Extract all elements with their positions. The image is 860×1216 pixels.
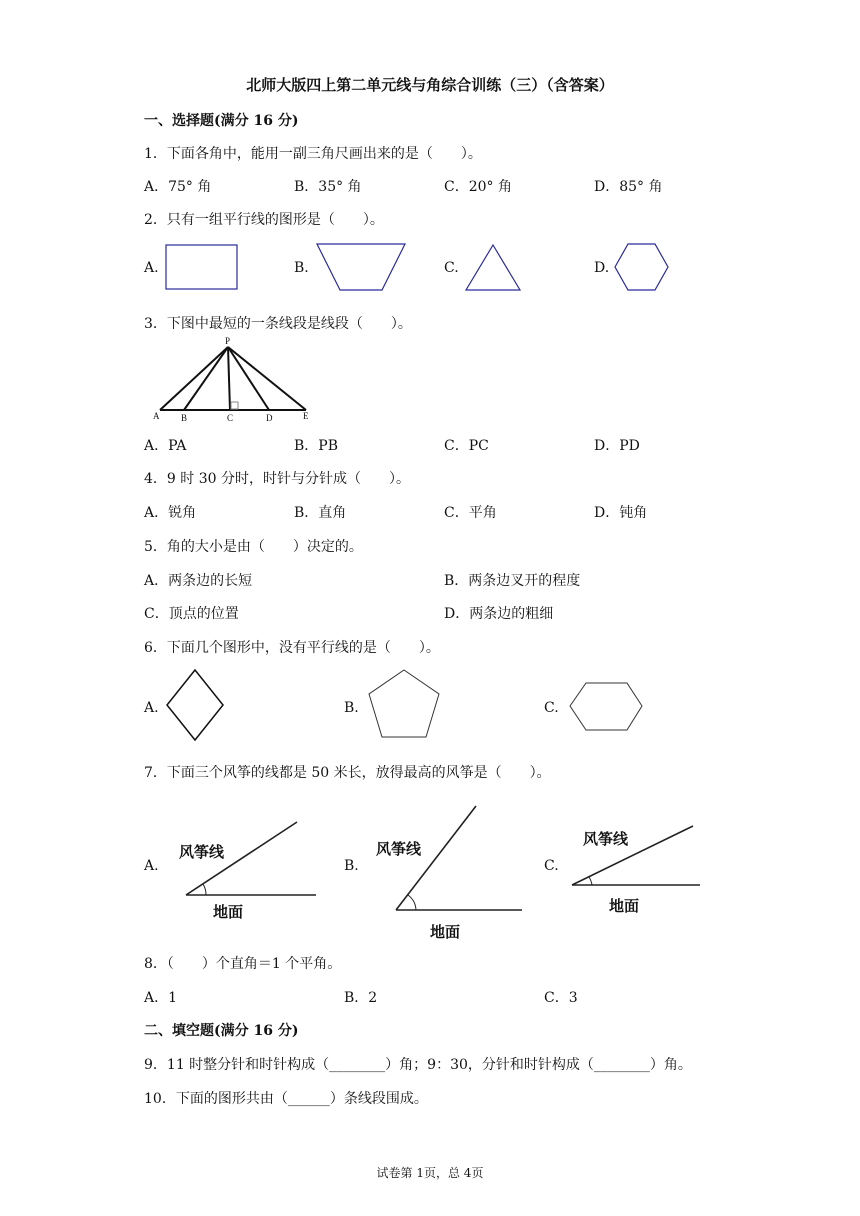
section-heading-choice: 一、选择题(满分 16 分)	[144, 113, 299, 129]
question-5: 5．角的大小是由（ ）决定的。	[144, 539, 363, 555]
q1-option-a: A．75° 角	[144, 179, 212, 195]
q5-option-b: B．两条边叉开的程度	[444, 573, 581, 589]
q2-option-b: B.	[294, 260, 309, 276]
q3-option-d: D．PD	[594, 438, 640, 454]
q1-option-c: C．20° 角	[444, 179, 512, 195]
q7-option-b: B.	[344, 858, 359, 874]
q3-option-b: B．PB	[294, 438, 338, 454]
label-p: P	[225, 336, 231, 346]
question-4: 4．9 时 30 分时，时针与分针成（ ）。	[144, 471, 410, 487]
q7-option-a: A.	[144, 858, 159, 874]
kite-b-ground-label: 地面	[430, 923, 461, 941]
question-2: 2．只有一组平行线的图形是（ ）。	[144, 212, 384, 228]
page-title: 北师大版四上第二单元线与角综合训练（三）（含答案）	[246, 76, 614, 94]
question-3: 3．下图中最短的一条线段是线段（ ）。	[144, 316, 412, 332]
kite-a-angle-arc	[203, 884, 206, 895]
q6-option-b: B.	[344, 700, 359, 716]
q4-option-b: B．直角	[294, 505, 347, 521]
q5-option-c: C．顶点的位置	[144, 606, 239, 622]
q4-option-d: D．钝角	[594, 505, 648, 521]
kite-a-string-label: 风筝线	[179, 843, 225, 861]
q4-option-c: C．平角	[444, 505, 497, 521]
q3-option-a: A．PA	[144, 438, 187, 454]
label-d: D	[266, 413, 273, 423]
q3-option-c: C．PC	[444, 438, 489, 454]
q2-option-c: C.	[444, 260, 459, 276]
kite-a-ground-label: 地面	[213, 903, 244, 921]
kite-b-angle-arc	[408, 895, 416, 910]
q8-option-b: B．2	[344, 990, 378, 1006]
question-9: 9．11 时整分针和时针构成（________）角；9：30，分针和时针构成（________）角。	[144, 1057, 692, 1073]
question-6: 6．下面几个图形中，没有平行线的是（ ）。	[144, 640, 440, 656]
kite-b-string-label: 风筝线	[376, 840, 422, 858]
question-1: 1．下面各角中，能用一副三角尺画出来的是（ ）。	[144, 146, 482, 162]
q5-option-a: A．两条边的长短	[144, 573, 253, 589]
q6-option-a: A.	[144, 700, 159, 716]
q1-option-d: D．85° 角	[594, 179, 663, 195]
q8-option-a: A．1	[144, 990, 178, 1006]
question-8: 8．（ ）个直角＝1 个平角。	[144, 956, 342, 972]
q2-option-a: A.	[144, 260, 159, 276]
question-10: 10．下面的图形共由（______）条线段围成。	[144, 1091, 428, 1107]
q6-option-c: C.	[544, 700, 559, 716]
label-b: B	[181, 413, 188, 423]
kite-c-string-label: 风筝线	[583, 830, 629, 848]
q4-option-a: A．锐角	[144, 505, 197, 521]
q5-option-d: D．两条边的粗细	[444, 606, 554, 622]
kite-c-angle-arc	[589, 877, 592, 885]
label-e: E	[303, 411, 309, 421]
q8-option-c: C．3	[544, 990, 578, 1006]
section-heading-fill: 二、填空题(满分 16 分)	[144, 1023, 299, 1039]
page-footer: 试卷第 1页，总 4页	[376, 1166, 484, 1180]
label-a: A	[153, 411, 160, 421]
question-7: 7．下面三个风筝的线都是 50 米长，放得最高的风筝是（ ）。	[144, 765, 551, 781]
q7-option-c: C.	[544, 858, 559, 874]
kite-c-ground-label: 地面	[609, 897, 640, 915]
q2-option-d: D.	[594, 260, 610, 276]
q1-option-b: B．35° 角	[294, 179, 362, 195]
label-c: C	[227, 413, 234, 423]
